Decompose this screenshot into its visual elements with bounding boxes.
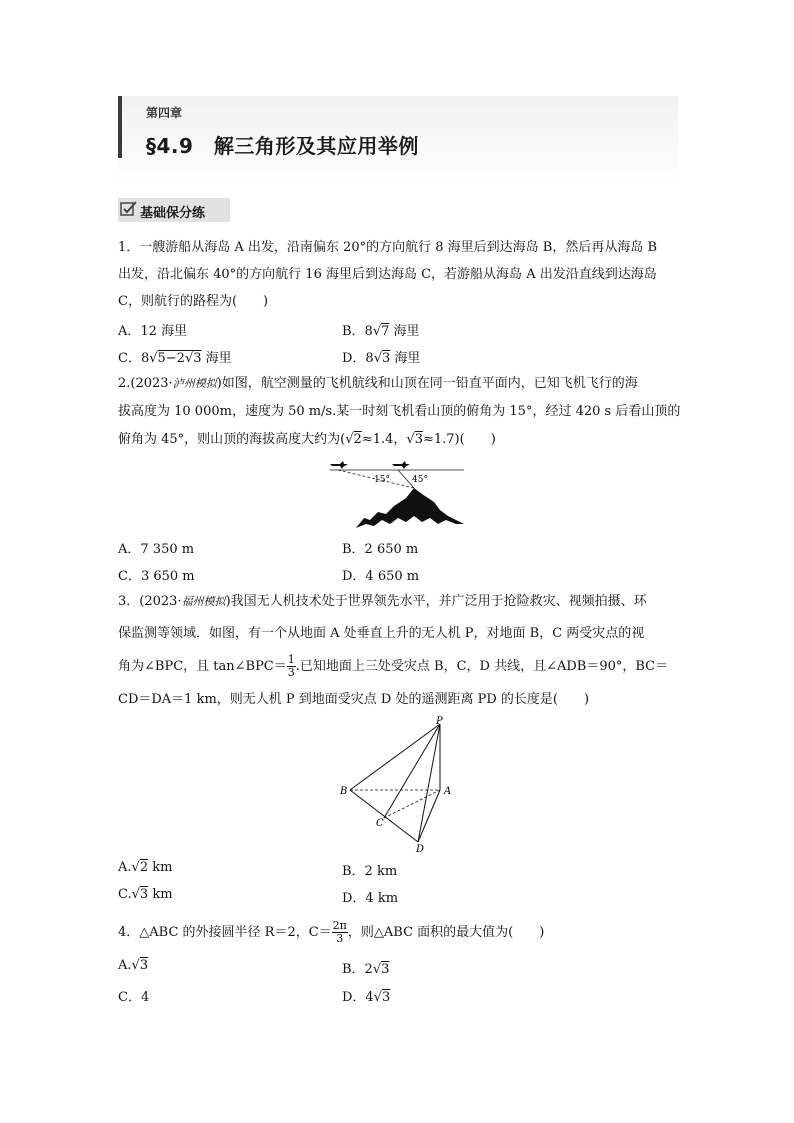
angle-15-label: 15° [374, 475, 390, 485]
q3-line-1: 3．(2023·福州模拟)我国无人机技术处于世界领先水平，并广泛用于抢险救灾、视频拍摄、环 [118, 594, 647, 609]
q1-line-3: C，则航行的路程为( ) [118, 294, 269, 309]
label-D: D [416, 844, 425, 854]
page-title: §4.9 解三角形及其应用举例 [146, 134, 419, 158]
q2-line-1: 2.(2023·泸州模拟)如图，航空测量的飞机航线和山顶在同一铅直平面内，已知飞机飞行的海 [118, 376, 638, 391]
q3-line-3: 角为∠BPC，且 tan∠BPC＝ $\frac{1}{3}$ .已知地面上三处受灾点 B，C，D 共线，且∠ADB＝90°，BC＝ [118, 653, 669, 679]
q1-option-d: D．8√3 海里 [342, 351, 421, 366]
chapter-label: 第四章 [146, 106, 183, 120]
q2-line-2: 拔高度为 10 000m，速度为 50 m/s.某一时刻飞机看山顶的俯角为 15°，经过 420 s 后看山顶的 [118, 404, 681, 419]
label-P: P [436, 716, 443, 727]
q4-option-c: C．4 [118, 990, 150, 1005]
mountain-silhouette [356, 488, 464, 528]
q4-line-1: 4．△ABC 的外接圆半径 R＝2，C＝ $\frac{2\pi}{3}$ ，则△ABC 面积的最大值为( ) [118, 919, 545, 945]
q3-line-4: CD＝DA＝1 km，则无人机 P 到地面受灾点 D 处的遥测距离 PD 的长度是( ) [118, 692, 590, 707]
q3-option-d: D．4 km [342, 891, 399, 906]
airplane-icon [392, 461, 410, 469]
label-B: B [340, 786, 348, 797]
airplane-icon [330, 461, 348, 469]
q1-option-a: A．12 海里 [118, 324, 188, 339]
q1-option-b: B．8√7 海里 [342, 324, 420, 339]
label-A: A [444, 786, 452, 797]
q2-line-3: 俯角为 45°，则山顶的海拔高度大约为(√2≈1.4，√3≈1.7)( ) [118, 432, 496, 447]
section-label: 基础保分练 [140, 206, 206, 221]
q2-option-a: A．7 350 m [118, 542, 195, 557]
q4-option-d: D．4√3 [342, 990, 391, 1005]
q2-option-d: D．4 650 m [342, 569, 420, 584]
label-C: C [376, 818, 384, 829]
edge-DA [418, 790, 440, 842]
q1-option-c: C．8√5−2√3 海里 [118, 351, 232, 366]
q2-option-b: B．2 650 m [342, 542, 419, 557]
q2-option-c: C．3 650 m [118, 569, 195, 584]
q3-option-c: C.√3 km [118, 887, 173, 902]
angle-45-label: 45° [412, 475, 428, 485]
q4-option-b: B．2√3 [342, 962, 390, 977]
q3-line-2: 保监测等领域．如图，有一个从地面 A 处垂直上升的无人机 P，对地面 B，C 两受灾点的视 [118, 626, 645, 641]
q3-option-b: B．2 km [342, 864, 398, 879]
edge-PB [350, 724, 440, 790]
header-accent-bar [118, 96, 122, 158]
airplane-mountain-figure [326, 454, 468, 530]
edge-BD [350, 790, 418, 842]
pyramid-figure [336, 714, 462, 854]
q3-option-a: A.√2 km [118, 860, 173, 875]
q1-line-2: 出发，沿北偏东 40°的方向航行 16 海里后到达海岛 C，若游船从海岛 A 出发沿直线到达海岛 [118, 267, 657, 282]
q1-line-1: 1．一艘游船从海岛 A 出发，沿南偏东 20°的方向航行 8 海里后到达海岛 B，然后再从海岛 B [118, 240, 658, 255]
q4-option-a: A.√3 [118, 958, 149, 973]
checkbox-check-icon [120, 200, 138, 218]
